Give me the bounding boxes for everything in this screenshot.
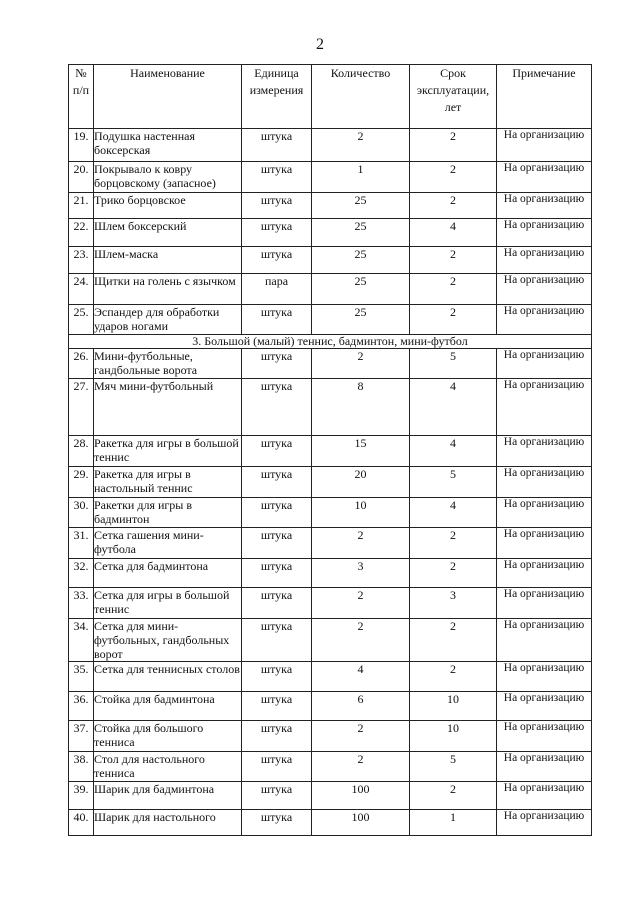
cell-life: 5 bbox=[410, 752, 497, 782]
cell-life: 2 bbox=[410, 247, 497, 274]
cell-qty: 2 bbox=[312, 619, 410, 662]
table-row bbox=[69, 129, 592, 162]
cell-life: 5 bbox=[410, 349, 497, 379]
cell-name: Покрывало к ковру борцовскому (запасное) bbox=[94, 162, 242, 193]
cell-note: На организацию bbox=[497, 810, 592, 836]
cell-unit: штука bbox=[242, 782, 312, 810]
cell-unit: штука bbox=[242, 752, 312, 782]
cell-life: 2 bbox=[410, 193, 497, 219]
cell-qty: 25 bbox=[312, 193, 410, 219]
cell-num: 33. bbox=[69, 588, 94, 619]
cell-life: 4 bbox=[410, 379, 497, 436]
cell-name: Шарик для настольного bbox=[94, 810, 242, 836]
rows-group-a bbox=[69, 129, 592, 335]
cell-qty: 2 bbox=[312, 349, 410, 379]
cell-life: 4 bbox=[410, 219, 497, 247]
cell-life: 5 bbox=[410, 467, 497, 498]
cell-note: На организацию bbox=[497, 349, 592, 379]
cell-name: Стойка для большого тенниса bbox=[94, 721, 242, 752]
cell-unit: штука bbox=[242, 467, 312, 498]
cell-num: 39. bbox=[69, 782, 94, 810]
cell-num: 24. bbox=[69, 274, 94, 305]
table-row bbox=[69, 305, 592, 335]
table-row bbox=[69, 349, 592, 379]
cell-num: 36. bbox=[69, 692, 94, 721]
cell-name: Ракетки для игры в бадминтон bbox=[94, 498, 242, 528]
table-row bbox=[69, 662, 592, 692]
cell-name: Трико борцовское bbox=[94, 193, 242, 219]
cell-num: 31. bbox=[69, 528, 94, 559]
cell-note: На организацию bbox=[497, 559, 592, 588]
cell-name: Сетка для мини-футбольных, гандбольных ворот bbox=[94, 619, 242, 662]
cell-name: Сетка гашения мини-футбола bbox=[94, 528, 242, 559]
table-row bbox=[69, 498, 592, 528]
cell-unit: штука bbox=[242, 692, 312, 721]
cell-name: Подушка настенная боксерская bbox=[94, 129, 242, 162]
cell-unit: штука bbox=[242, 528, 312, 559]
cell-note: На организацию bbox=[497, 752, 592, 782]
cell-unit: штука bbox=[242, 588, 312, 619]
cell-num: 27. bbox=[69, 379, 94, 436]
cell-note: На организацию bbox=[497, 619, 592, 662]
cell-note: На организацию bbox=[497, 436, 592, 467]
cell-note: На организацию bbox=[497, 692, 592, 721]
cell-note: На организацию bbox=[497, 274, 592, 305]
table-row bbox=[69, 528, 592, 559]
cell-unit: штука bbox=[242, 193, 312, 219]
cell-unit: штука bbox=[242, 498, 312, 528]
cell-num: 19. bbox=[69, 129, 94, 162]
cell-life: 2 bbox=[410, 129, 497, 162]
cell-qty: 100 bbox=[312, 782, 410, 810]
table-row bbox=[69, 752, 592, 782]
cell-num: 35. bbox=[69, 662, 94, 692]
table-row bbox=[69, 436, 592, 467]
cell-unit: штука bbox=[242, 247, 312, 274]
cell-qty: 4 bbox=[312, 662, 410, 692]
cell-note: На организацию bbox=[497, 129, 592, 162]
cell-num: 28. bbox=[69, 436, 94, 467]
cell-qty: 8 bbox=[312, 379, 410, 436]
cell-name: Ракетка для игры в большой теннис bbox=[94, 436, 242, 467]
cell-life: 3 bbox=[410, 588, 497, 619]
table-row bbox=[69, 721, 592, 752]
cell-unit: штука bbox=[242, 436, 312, 467]
table-row bbox=[69, 619, 592, 662]
table-row bbox=[69, 467, 592, 498]
cell-life: 1 bbox=[410, 810, 497, 836]
cell-name: Сетка для теннисных столов bbox=[94, 662, 242, 692]
table-row bbox=[69, 692, 592, 721]
cell-unit: штука bbox=[242, 162, 312, 193]
cell-qty: 6 bbox=[312, 692, 410, 721]
cell-num: 26. bbox=[69, 349, 94, 379]
table-row bbox=[69, 379, 592, 436]
cell-name: Эспандер для обработки ударов ногами bbox=[94, 305, 242, 335]
header-life: Срок эксплуатации, лет bbox=[410, 65, 497, 129]
cell-name: Стойка для бадминтона bbox=[94, 692, 242, 721]
cell-note: На организацию bbox=[497, 528, 592, 559]
cell-qty: 25 bbox=[312, 305, 410, 335]
cell-unit: штука bbox=[242, 721, 312, 752]
cell-unit: штука bbox=[242, 619, 312, 662]
cell-num: 25. bbox=[69, 305, 94, 335]
cell-unit: пара bbox=[242, 274, 312, 305]
header-note: Примечание bbox=[497, 65, 592, 129]
cell-note: На организацию bbox=[497, 379, 592, 436]
cell-num: 38. bbox=[69, 752, 94, 782]
cell-qty: 2 bbox=[312, 129, 410, 162]
cell-note: На организацию bbox=[497, 305, 592, 335]
cell-name: Мяч мини-футбольный bbox=[94, 379, 242, 436]
cell-name: Шарик для бадминтона bbox=[94, 782, 242, 810]
cell-name: Шлем-маска bbox=[94, 247, 242, 274]
cell-num: 34. bbox=[69, 619, 94, 662]
cell-qty: 100 bbox=[312, 810, 410, 836]
cell-qty: 1 bbox=[312, 162, 410, 193]
table-row bbox=[69, 193, 592, 219]
cell-life: 2 bbox=[410, 162, 497, 193]
cell-note: На организацию bbox=[497, 782, 592, 810]
cell-note: На организацию bbox=[497, 721, 592, 752]
cell-qty: 20 bbox=[312, 467, 410, 498]
table-row bbox=[69, 247, 592, 274]
cell-name: Ракетка для игры в настольный теннис bbox=[94, 467, 242, 498]
header-num: № п/п bbox=[69, 65, 94, 129]
cell-qty: 25 bbox=[312, 247, 410, 274]
cell-note: На организацию bbox=[497, 498, 592, 528]
cell-life: 10 bbox=[410, 692, 497, 721]
cell-life: 4 bbox=[410, 436, 497, 467]
rows-group-b bbox=[69, 349, 592, 836]
table-row bbox=[69, 274, 592, 305]
cell-note: На организацию bbox=[497, 662, 592, 692]
table-row bbox=[69, 219, 592, 247]
table-row bbox=[69, 559, 592, 588]
table-row bbox=[69, 810, 592, 836]
cell-qty: 10 bbox=[312, 498, 410, 528]
cell-note: На организацию bbox=[497, 193, 592, 219]
cell-qty: 2 bbox=[312, 752, 410, 782]
cell-note: На организацию bbox=[497, 467, 592, 498]
equipment-table bbox=[68, 64, 592, 836]
cell-note: На организацию bbox=[497, 588, 592, 619]
cell-num: 40. bbox=[69, 810, 94, 836]
cell-unit: штука bbox=[242, 559, 312, 588]
cell-qty: 25 bbox=[312, 219, 410, 247]
cell-qty: 2 bbox=[312, 721, 410, 752]
cell-note: На организацию bbox=[497, 247, 592, 274]
cell-unit: штука bbox=[242, 379, 312, 436]
header-qty: Количество bbox=[312, 65, 410, 129]
cell-life: 2 bbox=[410, 662, 497, 692]
cell-life: 2 bbox=[410, 274, 497, 305]
header-unit: Единица измерения bbox=[242, 65, 312, 129]
cell-qty: 15 bbox=[312, 436, 410, 467]
cell-qty: 2 bbox=[312, 588, 410, 619]
cell-qty: 3 bbox=[312, 559, 410, 588]
table-row bbox=[69, 162, 592, 193]
cell-name: Щитки на голень с язычком bbox=[94, 274, 242, 305]
cell-life: 2 bbox=[410, 528, 497, 559]
header-row bbox=[69, 65, 592, 129]
page-number: 2 bbox=[316, 36, 324, 53]
cell-unit: штука bbox=[242, 305, 312, 335]
cell-qty: 2 bbox=[312, 528, 410, 559]
cell-name: Сетка для бадминтона bbox=[94, 559, 242, 588]
table-row bbox=[69, 782, 592, 810]
cell-num: 37. bbox=[69, 721, 94, 752]
cell-num: 32. bbox=[69, 559, 94, 588]
header-name: Наименование bbox=[94, 65, 242, 129]
cell-unit: штука bbox=[242, 219, 312, 247]
section-row bbox=[69, 335, 592, 349]
cell-life: 10 bbox=[410, 721, 497, 752]
cell-name: Сетка для игры в большой теннис bbox=[94, 588, 242, 619]
cell-life: 2 bbox=[410, 619, 497, 662]
cell-unit: штука bbox=[242, 662, 312, 692]
cell-life: 4 bbox=[410, 498, 497, 528]
cell-num: 20. bbox=[69, 162, 94, 193]
cell-name: Стол для настольного тенниса bbox=[94, 752, 242, 782]
cell-num: 21. bbox=[69, 193, 94, 219]
cell-note: На организацию bbox=[497, 162, 592, 193]
cell-name: Шлем боксерский bbox=[94, 219, 242, 247]
cell-num: 22. bbox=[69, 219, 94, 247]
cell-unit: штука bbox=[242, 129, 312, 162]
cell-life: 2 bbox=[410, 305, 497, 335]
cell-name: Мини-футбольные, гандбольные ворота bbox=[94, 349, 242, 379]
cell-num: 23. bbox=[69, 247, 94, 274]
cell-qty: 25 bbox=[312, 274, 410, 305]
cell-life: 2 bbox=[410, 559, 497, 588]
cell-unit: штука bbox=[242, 810, 312, 836]
cell-note: На организацию bbox=[497, 219, 592, 247]
cell-num: 29. bbox=[69, 467, 94, 498]
cell-num: 30. bbox=[69, 498, 94, 528]
table-row bbox=[69, 588, 592, 619]
section-title: 3. Большой (малый) теннис, бадминтон, мини-футбол bbox=[69, 335, 592, 349]
cell-life: 2 bbox=[410, 782, 497, 810]
cell-unit: штука bbox=[242, 349, 312, 379]
